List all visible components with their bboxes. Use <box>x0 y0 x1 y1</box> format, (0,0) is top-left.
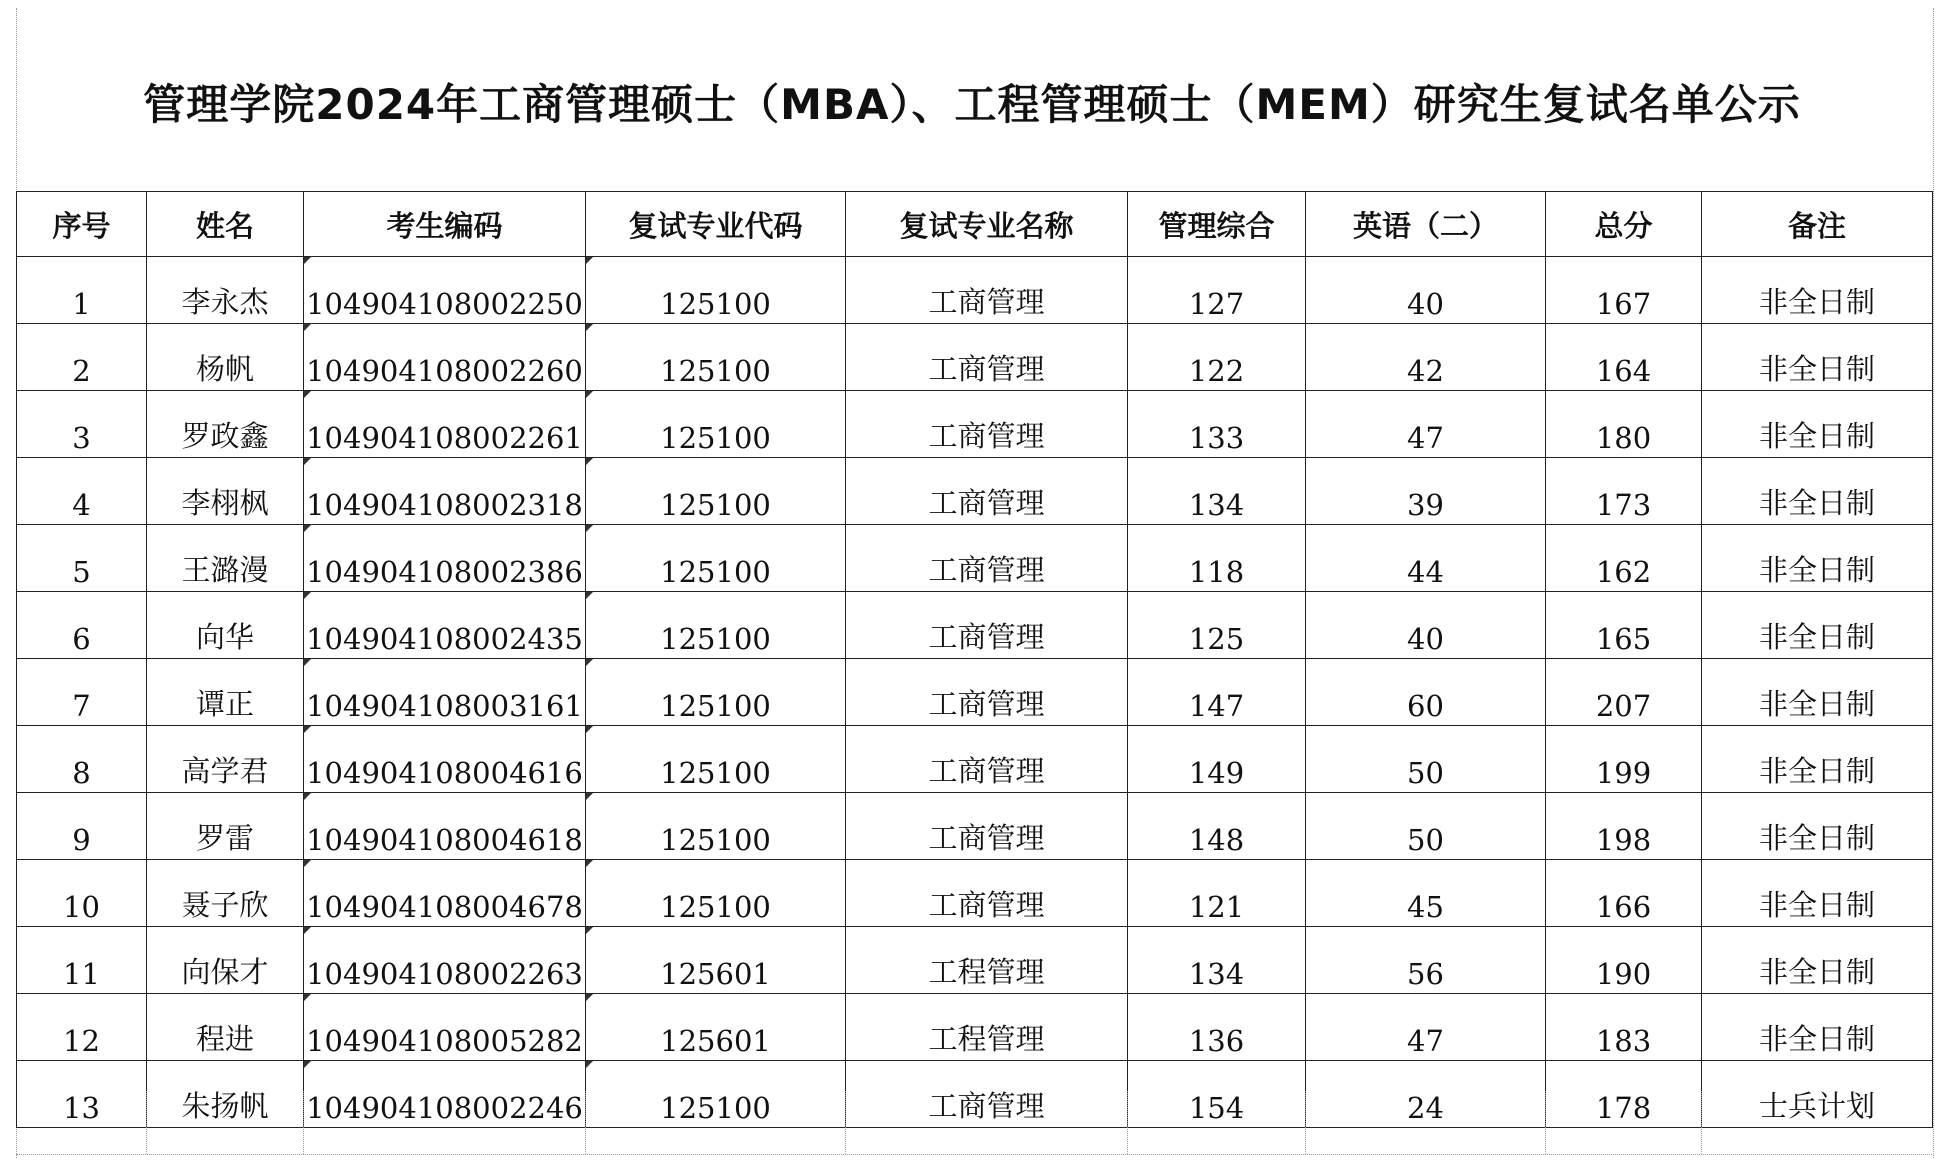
cell-management-score-text: 149 <box>1188 756 1245 790</box>
cell-comment-marker <box>304 1061 311 1068</box>
cell-exam-id <box>304 793 586 860</box>
cell-comment-marker <box>586 1061 593 1068</box>
cell-total-score-text: 183 <box>1595 1024 1652 1058</box>
cell-major-name-text: 工程管理 <box>928 1022 1045 1056</box>
cell-name <box>147 257 304 324</box>
cell-major-code <box>586 793 846 860</box>
cell-index <box>17 860 147 927</box>
cell-index <box>17 525 147 592</box>
cell-major-name <box>846 927 1128 994</box>
cell-index <box>17 927 147 994</box>
table-row <box>17 860 1933 927</box>
cell-english-score <box>1306 927 1546 994</box>
cell-english-score-text: 39 <box>1407 488 1444 522</box>
blank-row-divider <box>845 1091 846 1154</box>
cell-total-score-text: 164 <box>1595 354 1652 388</box>
cell-management-score <box>1128 525 1306 592</box>
cell-major-name <box>846 659 1128 726</box>
cell-exam-id-text: 104904108002246 <box>306 1091 583 1125</box>
cell-exam-id <box>304 458 586 525</box>
cell-exam-id-text: 104904108002318 <box>306 488 583 522</box>
cell-management-score-text: 134 <box>1188 488 1245 522</box>
cell-comment-marker <box>586 592 593 599</box>
cell-note-text: 非全日制 <box>1758 888 1875 922</box>
table-row <box>17 257 1933 324</box>
cell-name-text: 程进 <box>195 1022 254 1056</box>
cell-exam-id-text: 104904108002435 <box>306 622 583 656</box>
cell-comment-marker <box>304 525 311 532</box>
cell-exam-id-text: 104904108002386 <box>306 555 583 589</box>
cell-note-text: 非全日制 <box>1758 620 1875 654</box>
cell-comment-marker <box>586 659 593 666</box>
cell-name-text: 王潞漫 <box>181 553 269 587</box>
header-major-code: 复试专业代码 <box>586 192 846 257</box>
cell-name <box>147 324 304 391</box>
cell-name-text: 罗政鑫 <box>181 419 269 453</box>
cell-comment-marker <box>304 659 311 666</box>
cell-index-text: 13 <box>63 1091 100 1125</box>
cell-major-name-text: 工商管理 <box>928 687 1045 721</box>
cell-index-text: 1 <box>72 287 91 321</box>
cell-exam-id-text: 104904108004616 <box>306 756 583 790</box>
cell-name-text: 李栩枫 <box>181 486 269 520</box>
cell-exam-id <box>304 525 586 592</box>
table-row <box>17 994 1933 1061</box>
cell-management-score-text: 125 <box>1188 622 1245 656</box>
cell-comment-marker <box>586 391 593 398</box>
cell-index <box>17 659 147 726</box>
cell-major-code-text: 125601 <box>660 1024 771 1058</box>
cell-index-text: 8 <box>72 756 91 790</box>
table-row <box>17 726 1933 793</box>
table-row <box>17 324 1933 391</box>
cell-note-text: 非全日制 <box>1758 955 1875 989</box>
cell-total-score-text: 180 <box>1595 421 1652 455</box>
cell-major-code-text: 125100 <box>660 421 771 455</box>
cell-note-text: 非全日制 <box>1758 486 1875 520</box>
cell-management-score <box>1128 860 1306 927</box>
cell-management-score-text: 136 <box>1188 1024 1245 1058</box>
cell-major-code-text: 125100 <box>660 622 771 656</box>
cell-english-score <box>1306 525 1546 592</box>
cell-major-name <box>846 458 1128 525</box>
cell-english-score <box>1306 994 1546 1061</box>
cell-index <box>17 592 147 659</box>
cell-name-text: 高学君 <box>181 754 269 788</box>
cell-total-score <box>1546 391 1702 458</box>
cell-major-name-text: 工商管理 <box>928 821 1045 855</box>
cell-comment-marker <box>586 994 593 1001</box>
blank-row-divider <box>1701 1091 1702 1154</box>
cell-major-code-text: 125100 <box>660 354 771 388</box>
cell-total-score <box>1546 927 1702 994</box>
cell-comment-marker <box>586 860 593 867</box>
cell-english-score-text: 50 <box>1407 756 1444 790</box>
cell-total-score-text: 199 <box>1595 756 1652 790</box>
cell-total-score <box>1546 860 1702 927</box>
cell-total-score <box>1546 257 1702 324</box>
cell-name-text: 向华 <box>195 620 254 654</box>
cell-comment-marker <box>586 726 593 733</box>
cell-comment-marker <box>586 525 593 532</box>
cell-major-code <box>586 592 846 659</box>
cell-exam-id-text: 104904108002260 <box>306 354 583 388</box>
header-row <box>17 192 1933 257</box>
blank-row-divider <box>585 1091 586 1154</box>
cell-major-name-text: 工商管理 <box>928 553 1045 587</box>
cell-exam-id-text: 104904108005282 <box>306 1024 583 1058</box>
cell-exam-id <box>304 994 586 1061</box>
header-management-score: 管理综合 <box>1128 192 1306 257</box>
cell-exam-id-text: 104904108002250 <box>306 287 583 321</box>
cell-english-score <box>1306 458 1546 525</box>
header-index: 序号 <box>17 192 147 257</box>
cell-english-score-text: 56 <box>1407 957 1444 991</box>
cell-management-score <box>1128 458 1306 525</box>
cell-comment-marker <box>586 927 593 934</box>
cell-english-score-text: 44 <box>1407 555 1444 589</box>
cell-major-code <box>586 391 846 458</box>
cell-major-name-text: 工程管理 <box>928 955 1045 989</box>
cell-comment-marker <box>304 391 311 398</box>
cell-major-name-text: 工商管理 <box>928 486 1045 520</box>
cell-name <box>147 525 304 592</box>
cell-total-score-text: 178 <box>1595 1091 1652 1125</box>
cell-english-score-text: 24 <box>1407 1091 1444 1125</box>
cell-index <box>17 726 147 793</box>
cell-index-text: 5 <box>72 555 91 589</box>
cell-major-name-text: 工商管理 <box>928 620 1045 654</box>
cell-major-code <box>586 525 846 592</box>
cell-note <box>1702 324 1933 391</box>
cell-comment-marker <box>304 458 311 465</box>
cell-index <box>17 994 147 1061</box>
cell-management-score-text: 154 <box>1188 1091 1245 1125</box>
cell-major-name <box>846 592 1128 659</box>
cell-name <box>147 458 304 525</box>
cell-note <box>1702 592 1933 659</box>
cell-name <box>147 659 304 726</box>
table-row <box>17 458 1933 525</box>
cell-comment-marker <box>304 592 311 599</box>
page-title: 管理学院2024年工商管理硕士（MBA）、工程管理硕士（MEM）研究生复试名单公示 <box>143 80 1801 129</box>
cell-major-code <box>586 324 846 391</box>
cell-note <box>1702 726 1933 793</box>
cell-index-text: 4 <box>72 488 91 522</box>
cell-index-text: 12 <box>63 1024 100 1058</box>
cell-exam-id-text: 104904108002261 <box>306 421 583 455</box>
cell-total-score <box>1546 525 1702 592</box>
header-name: 姓名 <box>147 192 304 257</box>
cell-english-score-text: 47 <box>1407 421 1444 455</box>
cell-index <box>17 324 147 391</box>
cell-comment-marker <box>304 927 311 934</box>
cell-comment-marker <box>304 324 311 331</box>
cell-english-score <box>1306 726 1546 793</box>
cell-comment-marker <box>586 324 593 331</box>
table-row <box>17 525 1933 592</box>
cell-total-score-text: 190 <box>1595 957 1652 991</box>
cell-exam-id <box>304 592 586 659</box>
blank-row <box>16 1091 1932 1155</box>
cell-total-score-text: 162 <box>1595 555 1652 589</box>
cell-english-score <box>1306 793 1546 860</box>
cell-major-code-text: 125100 <box>660 488 771 522</box>
cell-management-score-text: 133 <box>1188 421 1245 455</box>
cell-index <box>17 458 147 525</box>
cell-name <box>147 391 304 458</box>
cell-exam-id <box>304 927 586 994</box>
cell-management-score-text: 147 <box>1188 689 1245 723</box>
blank-row-divider <box>1545 1091 1546 1154</box>
cell-total-score-text: 167 <box>1595 287 1652 321</box>
cell-note <box>1702 860 1933 927</box>
cell-major-code-text: 125100 <box>660 555 771 589</box>
cell-comment-marker <box>304 257 311 264</box>
cell-major-name <box>846 525 1128 592</box>
cell-note <box>1702 391 1933 458</box>
cell-major-code-text: 125100 <box>660 287 771 321</box>
cell-major-code-text: 125601 <box>660 957 771 991</box>
cell-english-score <box>1306 592 1546 659</box>
cell-total-score <box>1546 659 1702 726</box>
cell-management-score <box>1128 391 1306 458</box>
cell-total-score <box>1546 793 1702 860</box>
cell-name-text: 杨帆 <box>195 352 254 386</box>
cell-note <box>1702 994 1933 1061</box>
cell-comment-marker <box>304 860 311 867</box>
cell-english-score-text: 60 <box>1407 689 1444 723</box>
cell-comment-marker <box>304 793 311 800</box>
blank-row-divider <box>303 1091 304 1154</box>
cell-note <box>1702 793 1933 860</box>
cell-total-score <box>1546 726 1702 793</box>
cell-major-code-text: 125100 <box>660 756 771 790</box>
cell-index-text: 7 <box>72 689 91 723</box>
cell-total-score <box>1546 458 1702 525</box>
cell-note <box>1702 458 1933 525</box>
cell-comment-marker <box>586 257 593 264</box>
cell-english-score-text: 40 <box>1407 622 1444 656</box>
cell-name <box>147 793 304 860</box>
cell-management-score <box>1128 927 1306 994</box>
cell-major-code <box>586 257 846 324</box>
cell-total-score-text: 166 <box>1595 890 1652 924</box>
cell-english-score-text: 47 <box>1407 1024 1444 1058</box>
cell-index <box>17 391 147 458</box>
cell-index-text: 3 <box>72 421 91 455</box>
cell-major-code-text: 125100 <box>660 689 771 723</box>
cell-comment-marker <box>586 458 593 465</box>
cell-index <box>17 793 147 860</box>
cell-management-score-text: 134 <box>1188 957 1245 991</box>
cell-note-text: 非全日制 <box>1758 419 1875 453</box>
cell-comment-marker <box>304 994 311 1001</box>
cell-name <box>147 927 304 994</box>
cell-major-code <box>586 927 846 994</box>
cell-comment-marker <box>304 726 311 733</box>
cell-note <box>1702 257 1933 324</box>
cell-management-score <box>1128 726 1306 793</box>
cell-exam-id-text: 104904108003161 <box>306 689 583 723</box>
header-major-name: 复试专业名称 <box>846 192 1128 257</box>
cell-note-text: 非全日制 <box>1758 553 1875 587</box>
cell-major-name <box>846 860 1128 927</box>
header-total-score: 总分 <box>1546 192 1702 257</box>
cell-note-text: 非全日制 <box>1758 687 1875 721</box>
cell-note-text: 士兵计划 <box>1758 1089 1875 1123</box>
cell-major-name <box>846 391 1128 458</box>
cell-management-score <box>1128 659 1306 726</box>
cell-english-score-text: 42 <box>1407 354 1444 388</box>
cell-management-score-text: 127 <box>1188 287 1245 321</box>
cell-name <box>147 860 304 927</box>
cell-major-name-text: 工商管理 <box>928 754 1045 788</box>
cell-exam-id-text: 104904108002263 <box>306 957 583 991</box>
header-english-score: 英语（二） <box>1306 192 1546 257</box>
cell-management-score <box>1128 324 1306 391</box>
cell-total-score <box>1546 324 1702 391</box>
cell-english-score-text: 50 <box>1407 823 1444 857</box>
cell-major-name-text: 工商管理 <box>928 352 1045 386</box>
cell-note-text: 非全日制 <box>1758 754 1875 788</box>
cell-index-text: 2 <box>72 354 91 388</box>
blank-row-divider <box>1305 1091 1306 1154</box>
header-note: 备注 <box>1702 192 1933 257</box>
cell-note-text: 非全日制 <box>1758 285 1875 319</box>
table-row <box>17 592 1933 659</box>
cell-name-text: 聂子欣 <box>181 888 269 922</box>
cell-major-name-text: 工商管理 <box>928 888 1045 922</box>
table-row <box>17 927 1933 994</box>
cell-english-score <box>1306 659 1546 726</box>
cell-management-score <box>1128 793 1306 860</box>
table-body <box>17 257 1933 1128</box>
cell-total-score-text: 165 <box>1595 622 1652 656</box>
cell-major-code <box>586 726 846 793</box>
cell-note-text: 非全日制 <box>1758 1022 1875 1056</box>
cell-major-code-text: 125100 <box>660 823 771 857</box>
cell-management-score-text: 118 <box>1188 555 1245 589</box>
cell-index-text: 11 <box>63 957 100 991</box>
cell-major-code <box>586 860 846 927</box>
cell-exam-id <box>304 391 586 458</box>
cell-management-score <box>1128 592 1306 659</box>
cell-major-code <box>586 994 846 1061</box>
cell-total-score <box>1546 592 1702 659</box>
cell-index-text: 10 <box>63 890 100 924</box>
cell-english-score-text: 45 <box>1407 890 1444 924</box>
cell-name <box>147 994 304 1061</box>
candidate-table <box>16 191 1933 1128</box>
cell-major-code-text: 125100 <box>660 890 771 924</box>
cell-english-score <box>1306 391 1546 458</box>
cell-index <box>17 257 147 324</box>
cell-exam-id <box>304 860 586 927</box>
table-row <box>17 793 1933 860</box>
cell-index-text: 9 <box>72 823 91 857</box>
cell-exam-id <box>304 726 586 793</box>
cell-name <box>147 726 304 793</box>
cell-note <box>1702 927 1933 994</box>
cell-major-name-text: 工商管理 <box>928 419 1045 453</box>
blank-row-divider <box>1127 1091 1128 1154</box>
cell-total-score-text: 173 <box>1595 488 1652 522</box>
cell-major-name <box>846 994 1128 1061</box>
cell-major-name <box>846 793 1128 860</box>
header-exam-id: 考生编码 <box>304 192 586 257</box>
cell-major-name <box>846 726 1128 793</box>
cell-name-text: 向保才 <box>181 955 269 989</box>
cell-exam-id <box>304 659 586 726</box>
table-row <box>17 659 1933 726</box>
cell-note-text: 非全日制 <box>1758 352 1875 386</box>
cell-management-score-text: 148 <box>1188 823 1245 857</box>
cell-name-text: 谭正 <box>195 687 254 721</box>
cell-comment-marker <box>586 793 593 800</box>
cell-index-text: 6 <box>72 622 91 656</box>
table-row <box>17 391 1933 458</box>
cell-exam-id-text: 104904108004618 <box>306 823 583 857</box>
cell-major-code-text: 125100 <box>660 1091 771 1125</box>
cell-management-score-text: 121 <box>1188 890 1245 924</box>
cell-major-name <box>846 324 1128 391</box>
cell-exam-id-text: 104904108004678 <box>306 890 583 924</box>
cell-major-code <box>586 458 846 525</box>
cell-total-score-text: 198 <box>1595 823 1652 857</box>
cell-total-score <box>1546 994 1702 1061</box>
cell-management-score <box>1128 257 1306 324</box>
cell-note <box>1702 525 1933 592</box>
cell-exam-id <box>304 324 586 391</box>
cell-major-code <box>586 659 846 726</box>
cell-note-text: 非全日制 <box>1758 821 1875 855</box>
cell-exam-id <box>304 257 586 324</box>
cell-major-name <box>846 257 1128 324</box>
cell-english-score <box>1306 257 1546 324</box>
cell-english-score <box>1306 324 1546 391</box>
cell-name-text: 罗雷 <box>195 821 254 855</box>
cell-management-score <box>1128 994 1306 1061</box>
cell-name <box>147 592 304 659</box>
cell-note <box>1702 659 1933 726</box>
cell-management-score-text: 122 <box>1188 354 1245 388</box>
cell-name-text: 朱扬帆 <box>181 1089 269 1123</box>
blank-row-divider <box>146 1091 147 1154</box>
cell-total-score-text: 207 <box>1595 689 1652 723</box>
cell-major-name-text: 工商管理 <box>928 285 1045 319</box>
cell-english-score-text: 40 <box>1407 287 1444 321</box>
cell-major-name-text: 工商管理 <box>928 1089 1045 1123</box>
cell-name-text: 李永杰 <box>181 285 269 319</box>
cell-english-score <box>1306 860 1546 927</box>
